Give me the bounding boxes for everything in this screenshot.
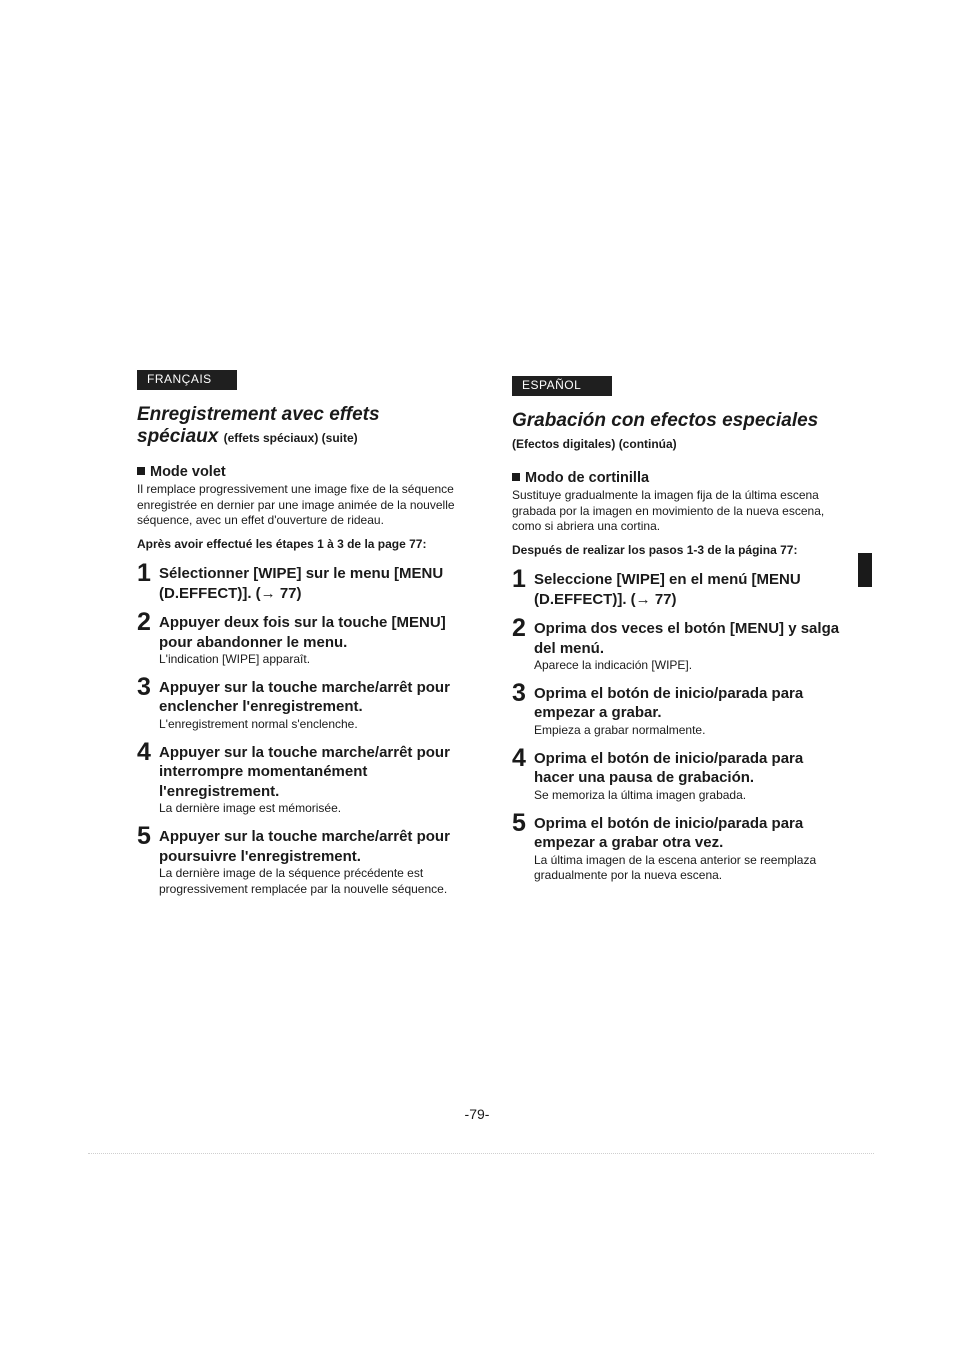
bottom-divider (88, 1153, 874, 1154)
step-description: L'indication [WIPE] apparaît. (159, 652, 311, 667)
steps-list-espanol (512, 565, 842, 884)
step-heading: Oprima el botón de inicio/parada para empezar a grabar. (534, 684, 804, 722)
francais-column (137, 370, 467, 908)
step-description: Se memoriza la última imagen grabada. (534, 787, 747, 802)
step-item (137, 672, 467, 733)
pre-steps-note-francais: Après avoir effectué les étapes 1 à 3 de la page 77: (137, 537, 427, 552)
step-description: Aparece la indicación [WIPE]. (534, 658, 693, 673)
step-number: 3 (512, 678, 526, 707)
step-heading: Oprima el botón de inicio/parada para hacer una pausa de grabación. (534, 749, 804, 787)
step-number: 4 (512, 743, 526, 772)
step-number: 5 (512, 808, 526, 837)
step-item (137, 559, 467, 603)
section-title-espanol (512, 410, 842, 455)
step-item (137, 822, 467, 898)
title-line-1: Enregistrement avec effets (137, 404, 380, 425)
step-description: La dernière image de la séquence précédente est progressivement remplacée par la nouvelle séquence. (159, 866, 448, 896)
section-title-francais (137, 404, 467, 449)
step-heading: Appuyer deux fois sur la touche [MENU] pour abandonner le menu. (159, 614, 446, 651)
espanol-column (512, 370, 842, 894)
square-bullet-icon (137, 467, 145, 475)
step-item (512, 678, 842, 739)
step-heading: Appuyer sur la touche marche/arrêt pour interrompre momentanément l'enregistrement. (159, 743, 450, 800)
step-heading: Oprima dos veces el botón [MENU] y salga del menú. (534, 620, 840, 657)
step-number: 5 (137, 822, 151, 850)
step-item (512, 743, 842, 804)
subsection-heading-francais (137, 463, 467, 481)
subsection-text-espanol: Sustituye gradualmente la imagen fija de la última escena grabada por la imagen en movimiento de la nueva escena, como si abriera una cortina. (512, 488, 825, 534)
language-badge-espanol: ESPAÑOL (512, 376, 612, 396)
step-number: 1 (137, 559, 151, 588)
step-number: 2 (137, 608, 151, 637)
step-item (512, 614, 842, 674)
step-number: 1 (512, 565, 526, 594)
step-heading: Appuyer sur la touche marche/arrêt pour enclencher l'enregistrement. (159, 678, 450, 716)
step-heading: Appuyer sur la touche marche/arrêt pour poursuivre l'enregistrement. (159, 828, 450, 865)
step-number: 3 (137, 672, 151, 701)
step-description: Empieza a grabar normalmente. (534, 722, 706, 737)
title-line-2: spéciaux (137, 426, 219, 447)
steps-list-francais (137, 559, 467, 897)
step-number: 4 (137, 737, 151, 766)
step-description: La dernière image est mémorisée. (159, 801, 342, 816)
step-description: La última imagen de la escena anterior se reemplaza gradualmente por la nueva escena. (534, 852, 817, 883)
title-text: Grabación con efectos especiales (512, 410, 819, 431)
page-number: -79- (464, 1106, 490, 1122)
subsection-label: Modo de cortinilla (525, 470, 650, 486)
subtitle-espanol: (Efectos digitales) (continúa) (512, 437, 677, 451)
step-item (512, 808, 842, 885)
step-number: 2 (512, 614, 526, 643)
subsection-label: Mode volet (150, 464, 226, 480)
step-item (137, 608, 467, 668)
pre-steps-note-espanol: Después de realizar los pasos 1-3 de la página 77: (512, 543, 798, 558)
step-heading: Seleccione [WIPE] en el menú [MENU (D.EFFECT)]. (→ 77) (534, 571, 801, 608)
language-badge-francais: FRANÇAIS (137, 370, 237, 390)
subsection-text-francais: Il remplace progressivement une image fixe de la séquence enregistrée en dernier par une image animée de la nouvelle séquence, avec un effet d'ouverture de rideau. (137, 482, 455, 528)
subtitle-francais: (effets spéciaux) (suite) (223, 431, 358, 445)
page-edge-tab-marker (858, 553, 872, 587)
step-heading: Sélectionner [WIPE] sur le menu [MENU (D.EFFECT)]. (→ 77) (159, 565, 444, 602)
step-heading: Oprima el botón de inicio/parada para empezar a grabar otra vez. (534, 814, 804, 851)
subsection-heading-espanol (512, 469, 842, 487)
step-description: L'enregistrement normal s'enclenche. (159, 716, 358, 731)
square-bullet-icon (512, 473, 520, 481)
step-item (512, 565, 842, 609)
step-item (137, 737, 467, 817)
